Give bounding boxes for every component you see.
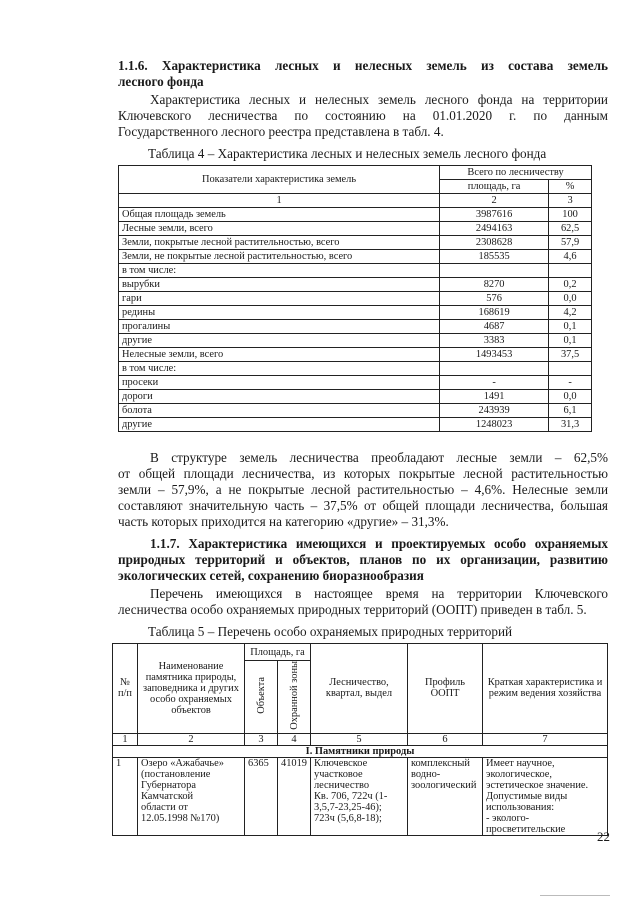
table4-cell-area: 185535 [440,250,549,264]
name-line: Озеро «Ажабачье» [141,757,224,769]
table4-cell-pct: 6,1 [549,404,592,418]
table5-row1-name [138,757,245,835]
section-1-1-7-text-line2: лесничества особо охраняемых природных территорий (ООПТ) приведен в табл. 5. [118,602,587,617]
desc-line: эстетическое значение. [486,779,589,791]
table5-row1-num: 1 [113,757,138,835]
table4-cell-pct: 62,5 [549,222,592,236]
section-1-1-7-heading-line3: экологических сетей, сохранению биоразнообразия [118,568,424,583]
scan-artifact-line [540,895,610,896]
table5-colnum: 6 [408,733,483,745]
name-line: области от [141,801,188,813]
table4-cell-pct: 4,2 [549,306,592,320]
forestry-line: Ключевское [314,757,368,769]
section-1-1-6-text-line1: Характеристика лесных и нелесных земель лесного фонда на территории [150,92,608,107]
table-row [119,348,592,362]
summary-line1: В структуре земель лесничества преобладают лесные земли – 62,5% [150,450,608,465]
table5-colnum: 1 [113,733,138,745]
table-row [119,250,592,264]
table4-cell-label: дороги [119,390,440,404]
table5-colnum: 7 [483,733,608,745]
section-1-1-6-text-line2: Ключевского лесничества по состоянию на 01.01.2020 г. по данным [118,108,608,123]
table-row [119,362,592,376]
table4-colnum: 1 [119,194,440,208]
section-1-1-7-heading-line2: природных территорий и объектов, планов по их организации, развитию [118,552,608,567]
table-row [119,320,592,334]
profile-line: комплексный [411,757,470,769]
summary-line5: часть которых приходится на категорию «другие» – 31,3%. [118,514,449,529]
table5-header-forestry: Лесничество, квартал, выдел [311,644,408,734]
desc-line: экологическое, [486,768,553,780]
table4-cell-area: 168619 [440,306,549,320]
table4-header-area: площадь, га [440,180,549,194]
desc-line: Допустимые виды [486,790,568,802]
table-row [119,418,592,432]
table4-cell-label: в том числе: [119,264,440,278]
table5-row1-profile [408,757,483,835]
table4-cell-area [440,264,549,278]
table4-cell-label: вырубки [119,278,440,292]
table4-cell-area: - [440,376,549,390]
table5-header-object [245,661,278,734]
forestry-line: лесничество [314,779,370,791]
table4-cell-area [440,362,549,376]
name-line: 12.05.1998 №170) [141,812,220,824]
table4-cell-label: в том числе: [119,362,440,376]
table5-colnum: 3 [245,733,278,745]
name-line: Губернатора [141,779,196,791]
table-row [119,292,592,306]
table4-cell-area: 2308628 [440,236,549,250]
table4-cell-area: 1248023 [440,418,549,432]
table4-cell-label: Нелесные земли, всего [119,348,440,362]
table5-colnum: 4 [278,733,311,745]
table-row [119,222,592,236]
table5-row1-forestry [311,757,408,835]
table4-cell-label: болота [119,404,440,418]
table4-colnum: 2 [440,194,549,208]
table4-cell-pct: 0,0 [549,390,592,404]
table4-caption: Таблица 4 – Характеристика лесных и нелесных земель лесного фонда [148,146,547,161]
table4-cell-label: Земли, не покрытые лесной растительностью, всего [119,250,440,264]
page-number: 22 [597,829,610,844]
table-row [119,334,592,348]
table4-cell-pct: 0,1 [549,320,592,334]
table4-cell-label: другие [119,418,440,432]
forestry-line: 3,5,7-23,25-46); [314,801,382,813]
table5-header-object-text: Объекта [255,677,267,714]
table4-header-total: Всего по лесничеству [440,166,592,180]
table5-header-zone [278,661,311,734]
protected-areas-table [112,643,608,836]
table4-cell-area: 3383 [440,334,549,348]
table4-cell-label: Земли, покрытые лесной растительностью, всего [119,236,440,250]
section-1-1-6-text-line3: Государственного лесного реестра представлена в табл. 4. [118,124,444,139]
table4-cell-pct: 0,2 [549,278,592,292]
desc-line: использования: [486,801,555,813]
table5-colnum: 2 [138,733,245,745]
table4-cell-label: просеки [119,376,440,390]
forestry-line: 723ч (5,6,8-18); [314,812,382,824]
table4-cell-area: 4687 [440,320,549,334]
table4-cell-pct: 0,1 [549,334,592,348]
table4-cell-pct: 0,0 [549,292,592,306]
table-row [119,306,592,320]
table5-section-title: I. Памятники природы [113,745,608,757]
table5-caption: Таблица 5 – Перечень особо охраняемых природных территорий [148,624,513,639]
table5-row1-desc [483,757,608,835]
table5-row1-object: 6365 [245,757,278,835]
table4-cell-pct: 31,3 [549,418,592,432]
table5-row1-zone: 41019 [278,757,311,835]
profile-line: водно- [411,768,441,780]
table4-cell-area: 243939 [440,404,549,418]
table5-header-zone-text: Охранной зоны [288,661,300,730]
table4-cell-label: Общая площадь земель [119,208,440,222]
table4-cell-area: 2494163 [440,222,549,236]
table-row [119,376,592,390]
table4-body [119,208,592,432]
summary-line3: земли – 57,9%, а не покрытые лесной растительностью – 4,6%. Нелесные земли [118,482,608,497]
table4-cell-pct: 37,5 [549,348,592,362]
table5-header-desc: Краткая характеристика и режим ведения хозяйства [483,644,608,734]
table5-header-profile: Профиль ООПТ [408,644,483,734]
table4-colnum: 3 [549,194,592,208]
table-row [119,404,592,418]
table4-cell-area: 3987616 [440,208,549,222]
section-1-1-6-heading-line1: 1.1.6. Характеристика лесных и нелесных земель из состава земель [118,58,608,73]
table4-cell-pct [549,362,592,376]
table4-cell-pct: 4,6 [549,250,592,264]
summary-line2: от общей площади лесничества, из которых покрытые лесной растительностью [118,466,608,481]
desc-line: Имеет научное, [486,757,555,769]
table4-header-pct: % [549,180,592,194]
table4-cell-label: Лесные земли, всего [119,222,440,236]
table-row [119,264,592,278]
forestry-line: участковое [314,768,363,780]
table5-colnum: 5 [311,733,408,745]
table-row [119,390,592,404]
table-row [113,757,608,835]
table4-cell-pct: 100 [549,208,592,222]
table5-header-name: Наименование памятника природы, заповедника и других особо охраняемых объектов [138,644,245,734]
table4-cell-area: 1491 [440,390,549,404]
table4-cell-area: 576 [440,292,549,306]
name-line: Камчатской [141,790,194,802]
land-characteristics-table [118,165,592,432]
table4-cell-label: другие [119,334,440,348]
table5-header-area: Площадь, га [245,644,311,661]
name-line: (постановление [141,768,211,780]
table-row [119,278,592,292]
section-1-1-7-heading-line1: 1.1.7. Характеристика имеющихся и проектируемых особо охраняемых [150,536,608,551]
profile-line: зоологический [411,779,477,791]
summary-line4: составляют значительную часть – 37,5% от общей площади лесничества, большая [118,498,608,513]
table4-cell-label: прогалины [119,320,440,334]
section-1-1-7-text-line1: Перечень имеющихся в настоящее время на территории Ключевского [150,586,608,601]
table4-cell-area: 8270 [440,278,549,292]
table-row [119,208,592,222]
table4-cell-pct: - [549,376,592,390]
table4-cell-label: редины [119,306,440,320]
table4-cell-area: 1493453 [440,348,549,362]
table5-header-num: № п/п [113,644,138,734]
table4-header-indicator: Показатели характеристика земель [119,166,440,194]
table4-cell-pct [549,264,592,278]
table4-cell-pct: 57,9 [549,236,592,250]
desc-line: - эколого-просветительские [486,812,566,835]
table-row [119,236,592,250]
forestry-line: Кв. 706, 722ч (1- [314,790,388,802]
section-1-1-6-heading-line2: лесного фонда [118,74,204,89]
table4-cell-label: гари [119,292,440,306]
